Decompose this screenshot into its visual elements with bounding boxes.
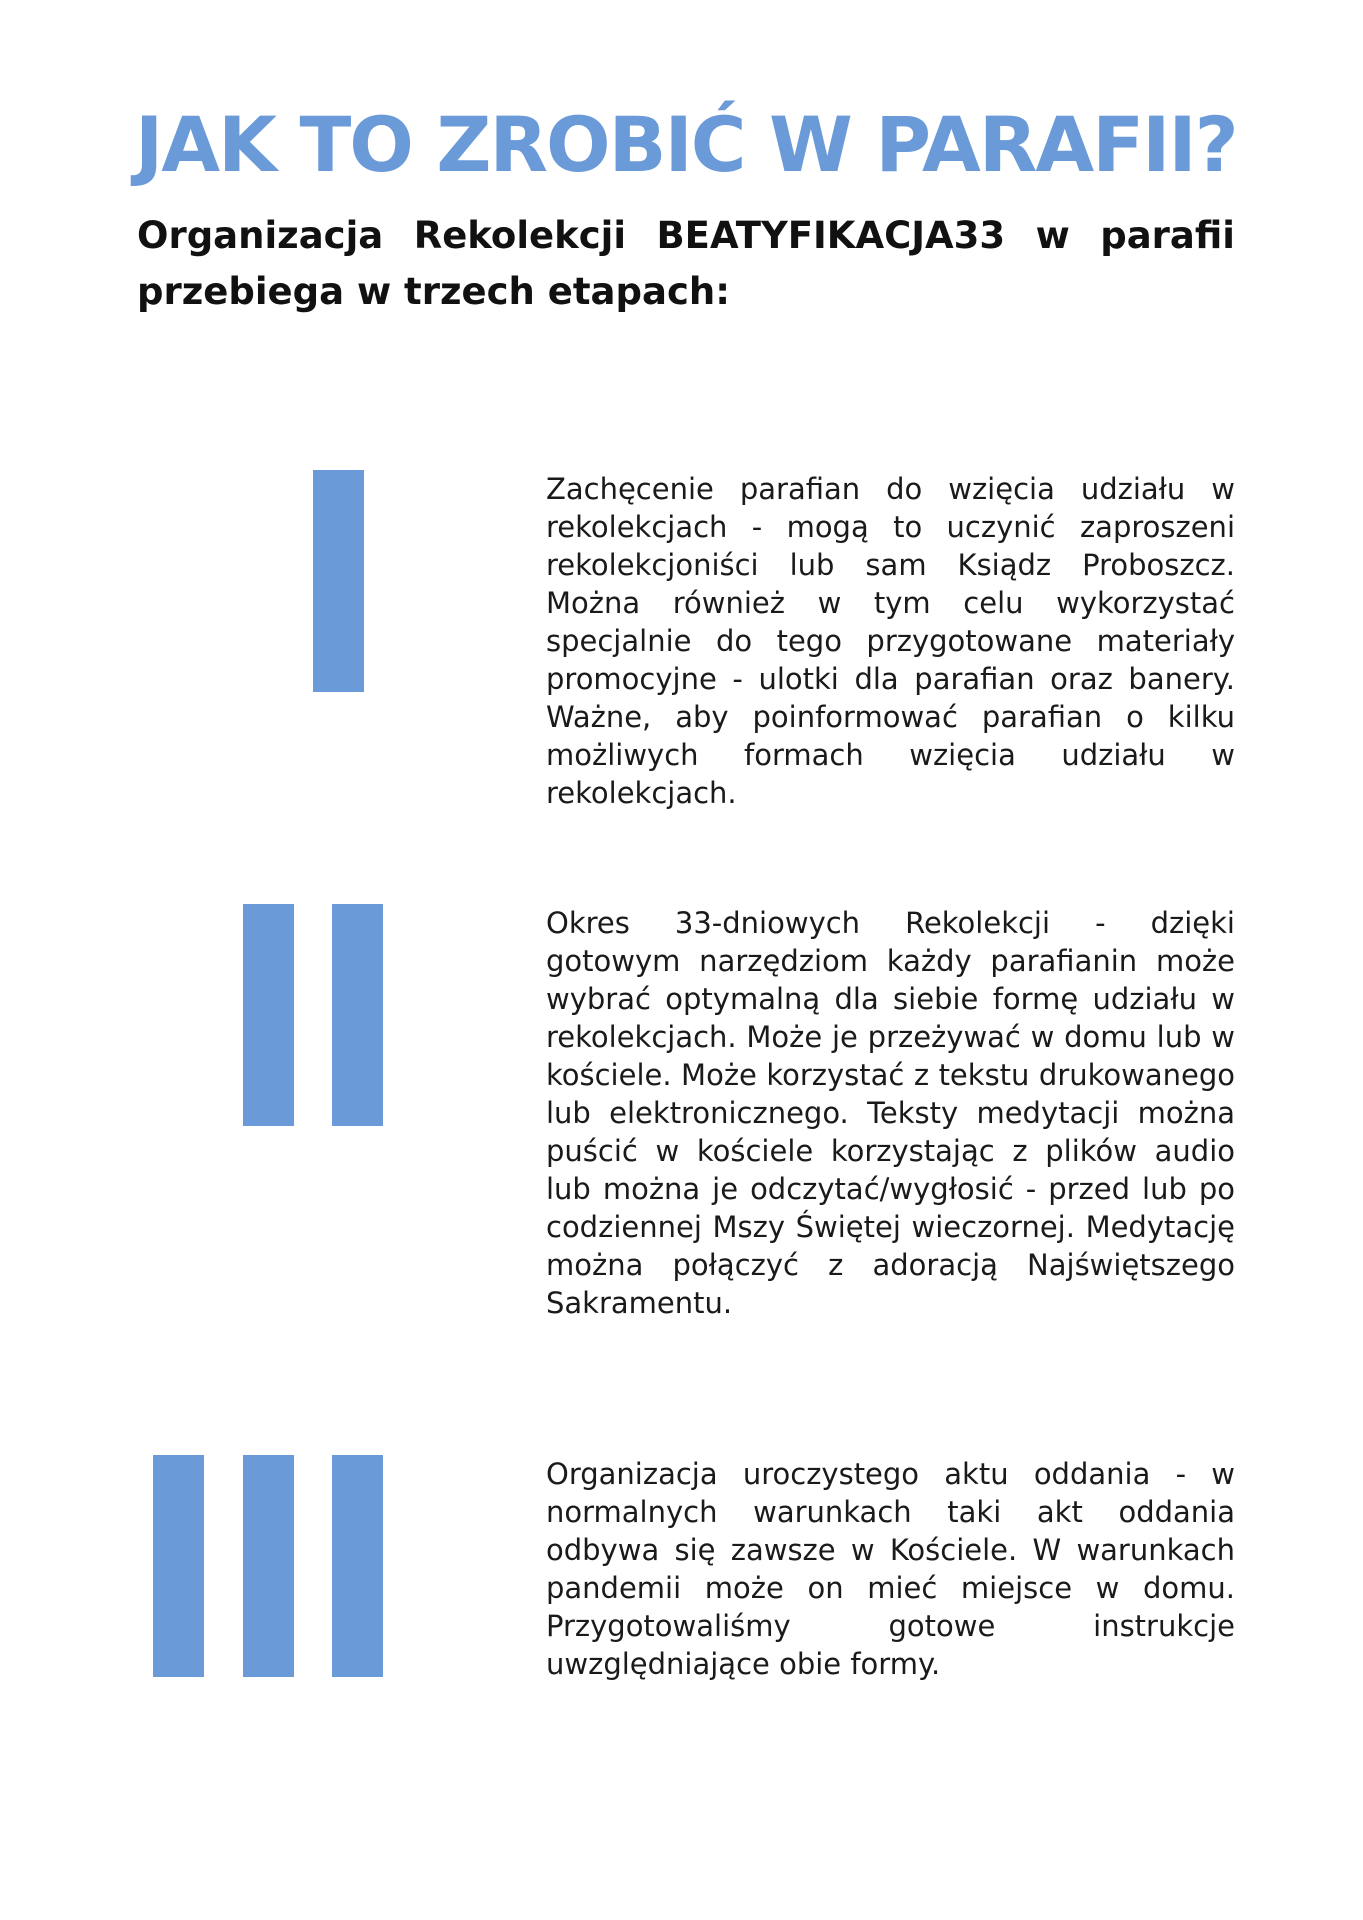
numeral-bar (332, 904, 383, 1126)
numeral-bar (332, 1455, 383, 1677)
numeral-bar (153, 1455, 204, 1677)
stage-2-text: Okres 33-dniowych Rekolekcji - dzięki gotowym narzędziom każdy parafianin może wybrać optymalną dla siebie formę udziału w rekolekcjach. Może je przeżywać w domu lub w kościele. Może korzystać z tekstu drukowanego lub elektronicznego. Teksty medytacji można puścić w kościele korzystając z plików audio lub można je odczytać/wygłosić - przed lub po codziennej Mszy Świętej wieczornej. Medytację można połączyć z adoracją Najświętszego Sakramentu. (546, 906, 1235, 1320)
page-title: JAK TO ZROBIĆ W PARAFII? (135, 100, 1237, 189)
numeral-bar (313, 470, 364, 692)
stage-3-text: Organizacja uroczystego aktu oddania - w normalnych warunkach taki akt oddania odbywa się zawsze w Kościele. W warunkach pandemii może on mieć miejsce w domu. Przygotowaliśmy gotowe instrukcje uwzględniające obie formy. (546, 1457, 1235, 1681)
page-subtitle: Organizacja Rekolekcji BEATYFIKACJA33 w parafii przebiega w trzech etapach: (137, 214, 1235, 313)
numeral-bar (243, 1455, 294, 1677)
stage-1-text: Zachęcenie parafian do wzięcia udziału w rekolekcjach - mogą to uczynić zaproszeni rekolekcjoniści lub sam Ksiądz Proboszcz. Można również w tym celu wykorzystać specjalnie do tego przygotowane materiały promocyjne - ulotki dla parafian oraz banery. Ważne, aby poinformować parafian o kilku możliwych formach wzięcia udziału w rekolekcjach. (546, 472, 1235, 810)
numeral-bar (243, 904, 294, 1126)
